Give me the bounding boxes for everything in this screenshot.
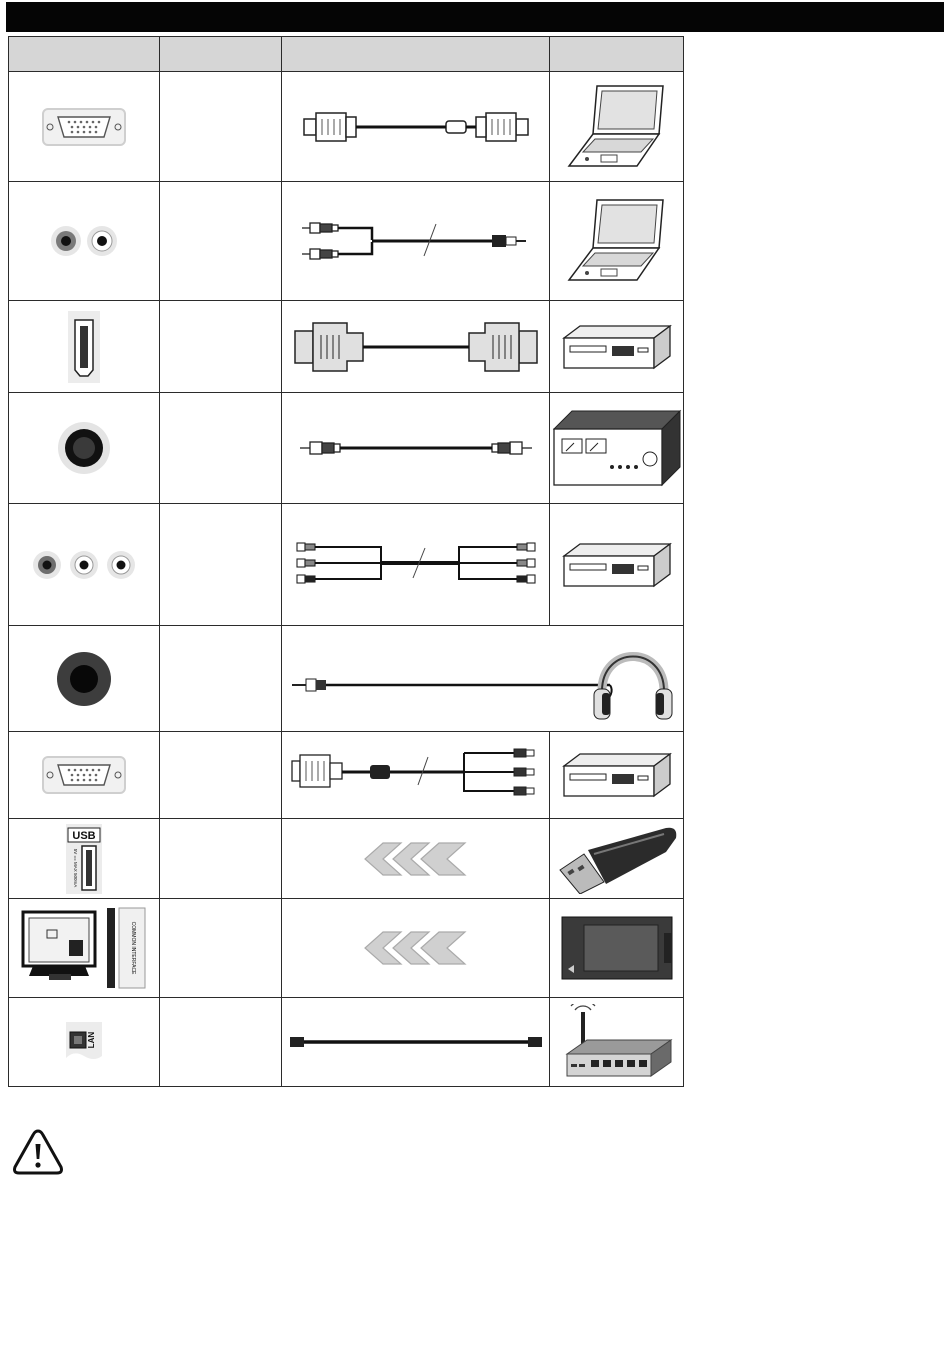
av-port-cell: [9, 504, 160, 626]
table-row: [9, 182, 684, 301]
vga-port-icon: [42, 108, 126, 146]
tv-back-ci-slot-icon: [19, 906, 149, 990]
table-row: [9, 301, 684, 393]
av-port-icon: [29, 547, 139, 583]
lan-port-label: LAN: [87, 1031, 96, 1049]
ci-module-icon: [560, 915, 674, 981]
usb-port-icon: [66, 824, 102, 894]
cable-cell: [282, 899, 550, 998]
type-label: [160, 504, 282, 626]
ethernet-cable-icon: [286, 1032, 546, 1052]
table-row: [9, 998, 684, 1087]
warning-note: [12, 1128, 64, 1181]
ci-port-cell: [9, 899, 160, 998]
hdmi-cable-icon: [291, 317, 541, 377]
cable-cell: [282, 732, 550, 819]
table-row: [9, 393, 684, 504]
headphone-port-cell: [9, 626, 160, 732]
column-header-cables: [282, 37, 550, 72]
insert-arrows-icon: [361, 841, 471, 877]
cable-cell: [282, 504, 550, 626]
usb-stick-icon: [554, 824, 680, 894]
vga-to-component-cable-icon: [288, 745, 544, 805]
cable-cell: [282, 819, 550, 899]
type-label: [160, 72, 282, 182]
warning-triangle-icon: [12, 1128, 64, 1176]
vga-cable-icon: [296, 107, 536, 147]
vga-port-icon: [42, 756, 126, 794]
laptop-icon: [567, 196, 667, 286]
device-cell: [550, 998, 684, 1087]
device-cell: [550, 72, 684, 182]
hdmi-port-cell: [9, 301, 160, 393]
cable-cell: [282, 182, 550, 301]
connections-table: [8, 36, 684, 1087]
lan-port-cell: [9, 998, 160, 1087]
headphone-cable-cell: [282, 626, 684, 732]
column-header-type: [160, 37, 282, 72]
type-label: [160, 819, 282, 899]
audio-amplifier-icon: [552, 409, 682, 487]
column-header-connector: [9, 37, 160, 72]
device-cell: [550, 899, 684, 998]
dvd-player-icon: [562, 324, 672, 370]
type-label: [160, 626, 282, 732]
laptop-icon: [567, 82, 667, 172]
type-label: [160, 899, 282, 998]
device-cell: [550, 732, 684, 819]
device-cell: [550, 301, 684, 393]
column-header-device: [550, 37, 684, 72]
table-row: [9, 819, 684, 899]
device-cell: [550, 393, 684, 504]
device-cell: [550, 819, 684, 899]
cable-cell: [282, 393, 550, 504]
headphone-cable-icon: [288, 631, 678, 727]
page-header-bar: [6, 2, 944, 32]
dvd-player-icon: [562, 542, 672, 588]
table-header-row: [9, 37, 684, 72]
device-cell: [550, 182, 684, 301]
wireless-router-icon: [561, 1004, 673, 1080]
device-cell: [550, 504, 684, 626]
table-row: [9, 732, 684, 819]
type-label: [160, 393, 282, 504]
rca-audio-port-icon: [44, 221, 124, 261]
table-row: [9, 72, 684, 182]
coaxial-port-cell: [9, 393, 160, 504]
type-label: [160, 301, 282, 393]
cable-cell: [282, 998, 550, 1087]
rca-to-minijack-cable-icon: [296, 216, 536, 266]
dvd-player-icon: [562, 752, 672, 798]
coaxial-port-icon: [56, 420, 112, 476]
table-row: [9, 504, 684, 626]
hdmi-port-icon: [67, 310, 101, 384]
usb-port-cell: [9, 819, 160, 899]
lan-port-icon: [64, 1020, 104, 1064]
table-row: [9, 626, 684, 732]
cable-cell: [282, 301, 550, 393]
cable-cell: [282, 72, 550, 182]
pc-audio-port-cell: [9, 182, 160, 301]
type-label: [160, 998, 282, 1087]
ci-slot-label: COMMON INTERFACE: [130, 921, 136, 975]
type-label: [160, 732, 282, 819]
headphone-jack-icon: [56, 651, 112, 707]
coaxial-cable-icon: [296, 433, 536, 463]
av-cable-icon: [291, 540, 541, 590]
usb-port-rating: 5V == MAX 500mA: [73, 848, 78, 887]
usb-port-label: USB: [72, 829, 96, 842]
vga-port-cell: [9, 72, 160, 182]
insert-arrows-icon: [361, 930, 471, 966]
table-row: [9, 899, 684, 998]
ypbpr-port-cell: [9, 732, 160, 819]
type-label: [160, 182, 282, 301]
